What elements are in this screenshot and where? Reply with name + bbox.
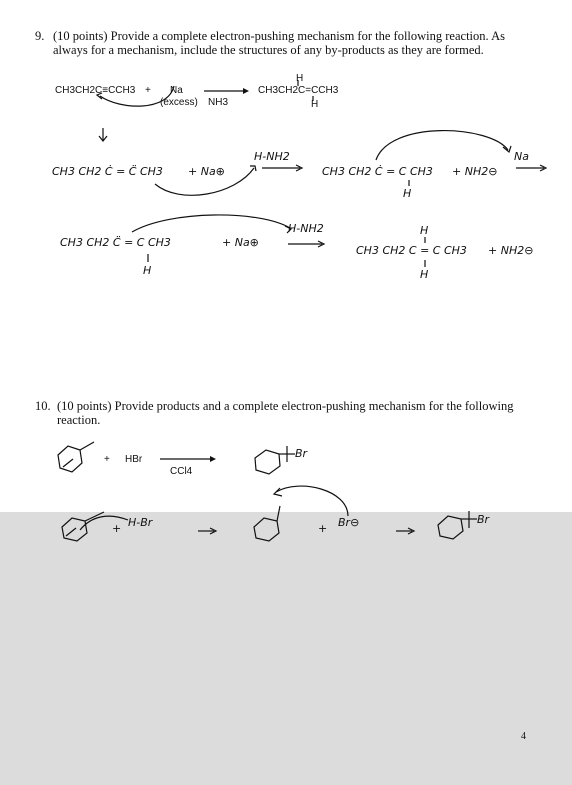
q10-mech-ring-1-double — [66, 528, 76, 536]
q10-curved-arrow-1 — [80, 516, 128, 530]
q9-curved-arrow-1 — [100, 86, 174, 106]
question-10-line-1: (10 points) Provide products and a complete electron-pushing mechanism for the following — [57, 399, 514, 413]
q9-reactant: CH3CH2C≡CCH3 — [55, 85, 136, 96]
q10-product-ring — [255, 450, 280, 474]
q10-mech-reagent: H-Br — [128, 516, 153, 529]
q9-step1-plus: + Na⊕ — [188, 165, 225, 178]
q9-step1-right: CH3 CH2 Ċ = C CH3 — [322, 165, 433, 178]
q9-step2-plus: + Na⊕ — [222, 236, 259, 249]
question-9-line-2: always for a mechanism, include the structures of any by-products as they are formed. — [53, 43, 484, 57]
q10-reactant-ring — [58, 446, 82, 472]
q9-curved-arrow-4 — [132, 215, 290, 232]
q9-solvent: NH3 — [208, 97, 229, 108]
q9-step2-h: H — [143, 264, 152, 277]
q9-step1-left: CH3 CH2 Ċ = C̈ CH3 — [52, 165, 163, 178]
question-9-line-1: (10 points) Provide a complete electron-pushing mechanism for the following reaction. As — [53, 29, 505, 43]
q9-step2-reagent: H-NH2 — [288, 222, 324, 235]
q10-reagent: HBr — [125, 454, 143, 465]
q10-reaction-arrowhead — [210, 456, 216, 462]
q9-step1-reagent: H-NH2 — [254, 150, 290, 163]
q9-step2-h-bottom: H — [420, 268, 429, 281]
q10-reactant-methyl — [80, 442, 94, 450]
q9-step1-na: Na — [514, 150, 529, 163]
q10-mech-ring-2-methyl — [277, 506, 280, 521]
q9-curved-arrow-2 — [155, 168, 254, 195]
q10-mech-plus: + — [112, 522, 122, 535]
q10-plus: + — [104, 454, 110, 465]
q9-step2-left: CH3 CH2 C̈ = C CH3 — [60, 236, 171, 249]
q9-step2-byproduct: + NH2⊖ — [488, 244, 534, 257]
q9-step1-byproduct: + NH2⊖ — [452, 165, 498, 178]
q9-step2-right: CH3 CH2 C = C CH3 — [356, 244, 467, 257]
q9-curved-arrow-3 — [376, 131, 508, 160]
q10-bromide: Br⊖ — [338, 516, 360, 529]
q10-curved-arrow-2 — [276, 486, 348, 516]
q9-step1-h: H — [403, 187, 412, 200]
q10-mech-ring-2 — [254, 518, 279, 541]
question-10-line-2: reaction. — [57, 413, 101, 427]
q9-product-h-top: H — [296, 73, 304, 84]
q9-product: CH3CH2C=CCH3 — [258, 85, 339, 96]
q9-reagent-note: (excess) — [160, 97, 198, 108]
q9-step2-h-top: H — [420, 224, 429, 237]
q9-reagent: Na — [170, 85, 183, 96]
q10-carbocation-plus: + — [318, 522, 328, 535]
question-10-number: 10. — [35, 399, 51, 413]
q9-product-h-bottom: H — [311, 99, 319, 110]
page-number: 4 — [521, 731, 526, 742]
q9-plus: + — [145, 85, 151, 96]
q10-solvent: CCl4 — [170, 466, 193, 477]
q10-final-label: Br — [477, 513, 490, 526]
q9-curved-arrow-4-head — [285, 226, 291, 233]
q10-reactant-double-bond — [63, 459, 73, 467]
q10-product-label: Br — [295, 447, 308, 460]
question-9-number: 9. — [35, 29, 45, 43]
q10-mech-ring-3 — [438, 516, 463, 539]
q9-curved-arrow-1-head — [97, 93, 102, 99]
q9-reaction-arrowhead — [243, 88, 249, 94]
